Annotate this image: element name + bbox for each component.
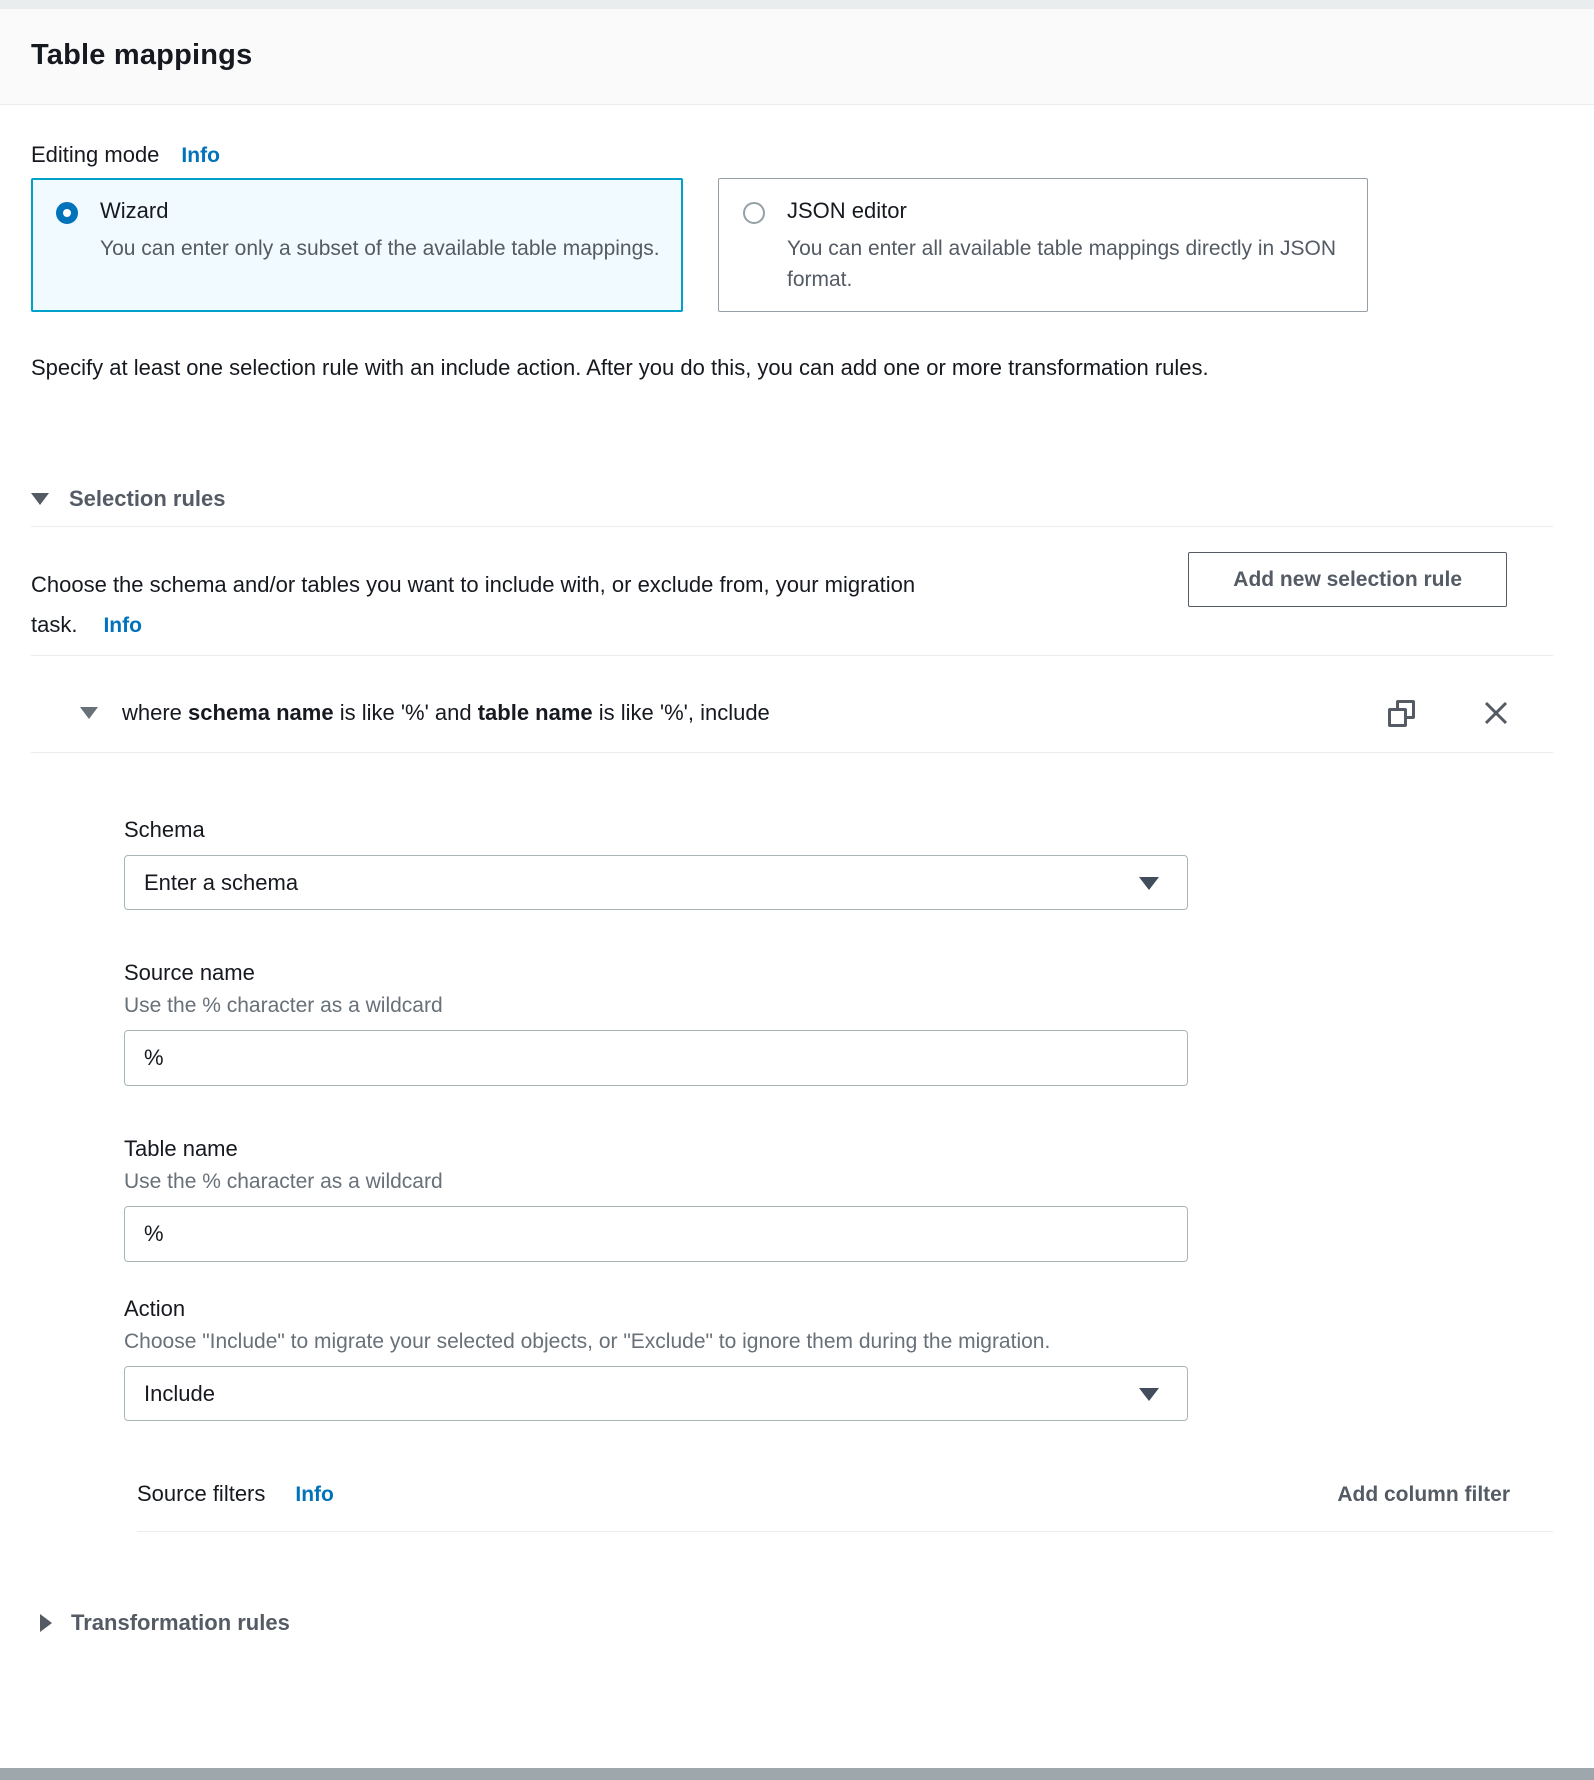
bottom-bar (0, 1768, 1594, 1780)
editing-mode-row (31, 142, 1563, 168)
intro-text: Specify at least one selection rule with an include action. After you do this, you can add one or more transformation rules. (31, 355, 1209, 380)
source-name-input[interactable] (124, 1030, 1188, 1086)
selection-rules-title: Selection rules (69, 486, 226, 511)
option-wizard-description: You can enter only a subset of the available table mappings. (100, 237, 660, 260)
add-column-filter-button[interactable]: Add column filter (1337, 1483, 1510, 1506)
divider (31, 752, 1553, 753)
source-filters-label: Source filters (137, 1481, 266, 1506)
radio-selected-icon[interactable] (56, 202, 78, 224)
source-name-helper: Use the % character as a wildcard (124, 994, 443, 1017)
divider (137, 1531, 1553, 1532)
duplicate-rule-icon[interactable] (1388, 700, 1415, 727)
source-name-field-group (124, 960, 1188, 1086)
schema-field-group (124, 817, 1188, 910)
page-title: Table mappings (31, 39, 253, 71)
schema-label: Schema (124, 817, 205, 842)
selection-rule-summary: where schema name is like '%' and table name is like '%', include (122, 700, 770, 725)
option-json-title: JSON editor (787, 198, 907, 223)
transformation-rules-header[interactable] (31, 1610, 1563, 1636)
option-card-wizard[interactable] (31, 178, 683, 312)
selection-rule-form (124, 817, 1188, 1421)
caret-right-icon (40, 1614, 52, 1632)
selection-rules-description: Choose the schema and/or tables you want to include with, or exclude from, your migration task. Info (31, 572, 916, 637)
action-select-value: Include (144, 1380, 215, 1406)
rule-actions (1388, 699, 1510, 727)
table-name-label: Table name (124, 1136, 238, 1161)
caret-down-icon (1139, 877, 1159, 890)
editing-mode-label: Editing mode (31, 142, 160, 167)
selection-rules-section (31, 486, 1553, 1532)
schema-select[interactable] (124, 855, 1188, 910)
caret-down-icon (1139, 1388, 1159, 1401)
add-new-selection-rule-button[interactable]: Add new selection rule (1188, 552, 1507, 607)
selection-rules-description-row (31, 549, 1553, 646)
option-wizard-title: Wizard (100, 198, 169, 223)
close-icon[interactable] (1482, 699, 1510, 727)
source-name-label: Source name (124, 960, 255, 985)
option-card-json-editor[interactable] (718, 178, 1368, 312)
table-name-helper: Use the % character as a wildcard (124, 1170, 443, 1193)
action-label: Action (124, 1296, 186, 1321)
option-json-description: You can enter all available table mappings directly in JSON format. (787, 237, 1337, 291)
editing-mode-options (31, 178, 1368, 312)
panel-header (0, 9, 1594, 105)
caret-down-icon[interactable] (80, 707, 98, 719)
table-name-field-group (124, 1136, 1188, 1262)
content (0, 142, 1594, 1636)
selection-rules-header[interactable] (31, 486, 1553, 512)
selection-rule-summary-row (31, 692, 1553, 734)
action-field-group (124, 1296, 1188, 1421)
selection-rules-info-link[interactable]: Info (103, 614, 142, 637)
divider (31, 526, 1553, 527)
divider (31, 655, 1553, 656)
source-filters-info-link[interactable]: Info (295, 1483, 334, 1506)
action-helper: Choose "Include" to migrate your selected objects, or "Exclude" to ignore them during the migration. (124, 1330, 1051, 1353)
schema-select-value: Enter a schema (144, 869, 299, 895)
editing-mode-info-link[interactable]: Info (181, 144, 220, 167)
action-select[interactable] (124, 1366, 1188, 1421)
table-name-input[interactable] (124, 1206, 1188, 1262)
transformation-rules-title: Transformation rules (71, 1610, 290, 1635)
radio-unselected-icon[interactable] (743, 202, 765, 224)
caret-down-icon (31, 493, 49, 505)
top-strip (0, 0, 1594, 9)
source-filters-row (137, 1481, 1553, 1507)
